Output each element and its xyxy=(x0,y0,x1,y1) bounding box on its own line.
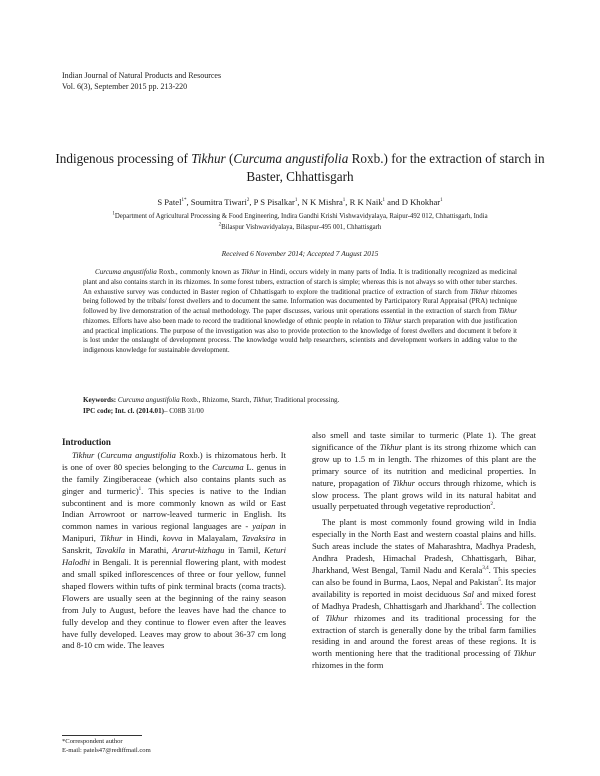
left-column xyxy=(62,437,286,652)
affiliation-2: $^2$Bilaspur Vishwavidyalaya, Bilaspur-495 001, Chhattisgarh xyxy=(218,222,382,231)
journal-name: Indian Journal of Natural Products and Resources xyxy=(62,71,222,80)
right-paragraph-1: also smell and taste similar to turmeric (Plate 1). The great significance of the Tikhur plant is its strong rhizome which can grow up to 1.5 m in length. The rhizomes of this plant are the primary source of its nutrition and medicinal properties. In nature, propagation of Tikhur occurs through rhizome, which is slow process. The plant grows wild in its natural habitat and usually perpetuated through vegetative reproduction$^2$. xyxy=(312,430,536,512)
author-list: S Patel$^{1*}$, Soumitra Tiwari$^2$, P S Pisalkar$^1$, N K Mishra$^1$, R K Naik$^1$ and D Khokhar$^1$ xyxy=(157,197,443,207)
correspondent-author-note: *Correspondent author xyxy=(62,738,123,745)
journal-volume: Vol. 6(3), September 2015 pp. 213-220 xyxy=(62,81,188,91)
journal-header xyxy=(62,71,221,92)
footnote xyxy=(62,737,151,755)
keywords-block xyxy=(83,395,517,417)
keywords-line: Keywords: Curcuma angustifolia Roxb., Rhizome, Starch, Tikhur, Traditional processing. xyxy=(83,396,340,404)
affiliations xyxy=(40,211,560,233)
footnote-divider xyxy=(62,735,142,736)
affiliation-1: $^1$Department of Agricultural Processing & Food Engineering, Indira Gandhi Krishi Vishwavidyalaya, Raipur-492 012, Chhattisgarh, India xyxy=(112,211,488,220)
abstract: Curcuma angustifolia Roxb., commonly known as Tikhur in Hindi, occurs widely in many parts of India. It is traditionally recognized as medicinal plant and also contains starch in its rhizomes. In some forest tubers, extraction of starch is simple; whereas this is not always so with other tuber starches. An exhaustive survey was conducted in Baster region of Chhattisgarh to explore the traditional practice of extraction of starch from Tikhur rhizomes being followed by the tribals/ forest dwellers and to document the same. Information was documented by Participatory Rural Appraisal (PRA) technique followed by live demonstration of the actual methodology. The paper discusses, various unit operations essential in the extraction of starch from Tikhur rhizomes. Efforts have also been made to record the traditional knowledge of ethnic people in relation to Tikhur starch preparation with due justification and practical implications. The purpose of the investigation was also to provide protection to the knowledge of forest dwellers and document it before it is lost under the onslaught of development process. The knowledge would help researchers, scientists and development workers in adding value to the indigenous knowledge for sustainable development. xyxy=(83,268,517,354)
author-email[interactable]: E-mail: patels47@rediffmail.com xyxy=(62,747,151,754)
received-accepted-dates: Received 6 November 2014; Accepted 7 August 2015 xyxy=(221,249,379,258)
right-column xyxy=(312,430,536,672)
section-heading-introduction: Introduction xyxy=(62,437,111,447)
article-title: Indigenous processing of Tikhur (Curcuma angustifolia Roxb.) for the extraction of starch in Baster, Chhattisgarh xyxy=(55,151,545,184)
intro-paragraph: Tikhur (Curcuma angustifolia Roxb.) is rhizomatous herb. It is one of over 80 species belonging to the Curcuma L. genus in the family Zingiberaceae (which also contains plants such as ginger and turmeric)$^1$. This species is native to the Indian subcontinent and is more commonly known as wild or East Indian Arrowroot or narrow-leaved turmeric in English. Its common names in various regional languages are - yaipan in Manipuri, Tikhur in Hindi, kovva in Malayalam, Tavaksira in Sanskrit, Tavakila in Marathi, Ararut-kizhagu in Tamil, Keturi Halodhi in Bengali. It is perennial flowering plant, with modest and small spiked inflorescences of three or four yellow, funnel shaped flowers within tufts of pink terminal bracts (coma tracts). Flowers are usually seen at the beginning of the rainy season from July to August, before the leaves have had the chance to fully develop and they continue to flower even after the leaves have fully developed. Leaves may grow to about 36-37 cm long and 8-10 cm wide. The leaves xyxy=(62,449,286,651)
ipc-code-line: IPC code; Int. cl. (2014.01)– C08B 31/00 xyxy=(83,407,204,415)
right-paragraph-2: The plant is most commonly found growing wild in India especially in the North East and western coastal plains and hills. Such areas include the states of Maharashtra, Madhya Pradesh, Andhra Pradesh, Himachal Pradesh, Chhattisgarh, Bihar, Jharkhand, West Bengal, Tamil Nadu and Kerala$^{3,4}$. This species can also be found in Burma, Laos, Nepal and Pakistan$^5$. Its major availability is reported in moist deciduous Sal and mixed forest of Madhya Pradesh, Chhattisgarh and Jharkhand$^5$. The collection of Tikhur rhizomes and its traditional processing for the extraction of starch is generally done by the tribal farm families residing in and around the forest areas of these regions. It is worth mentioning here that the traditional processing of Tikhur rhizomes in the form xyxy=(312,517,537,671)
